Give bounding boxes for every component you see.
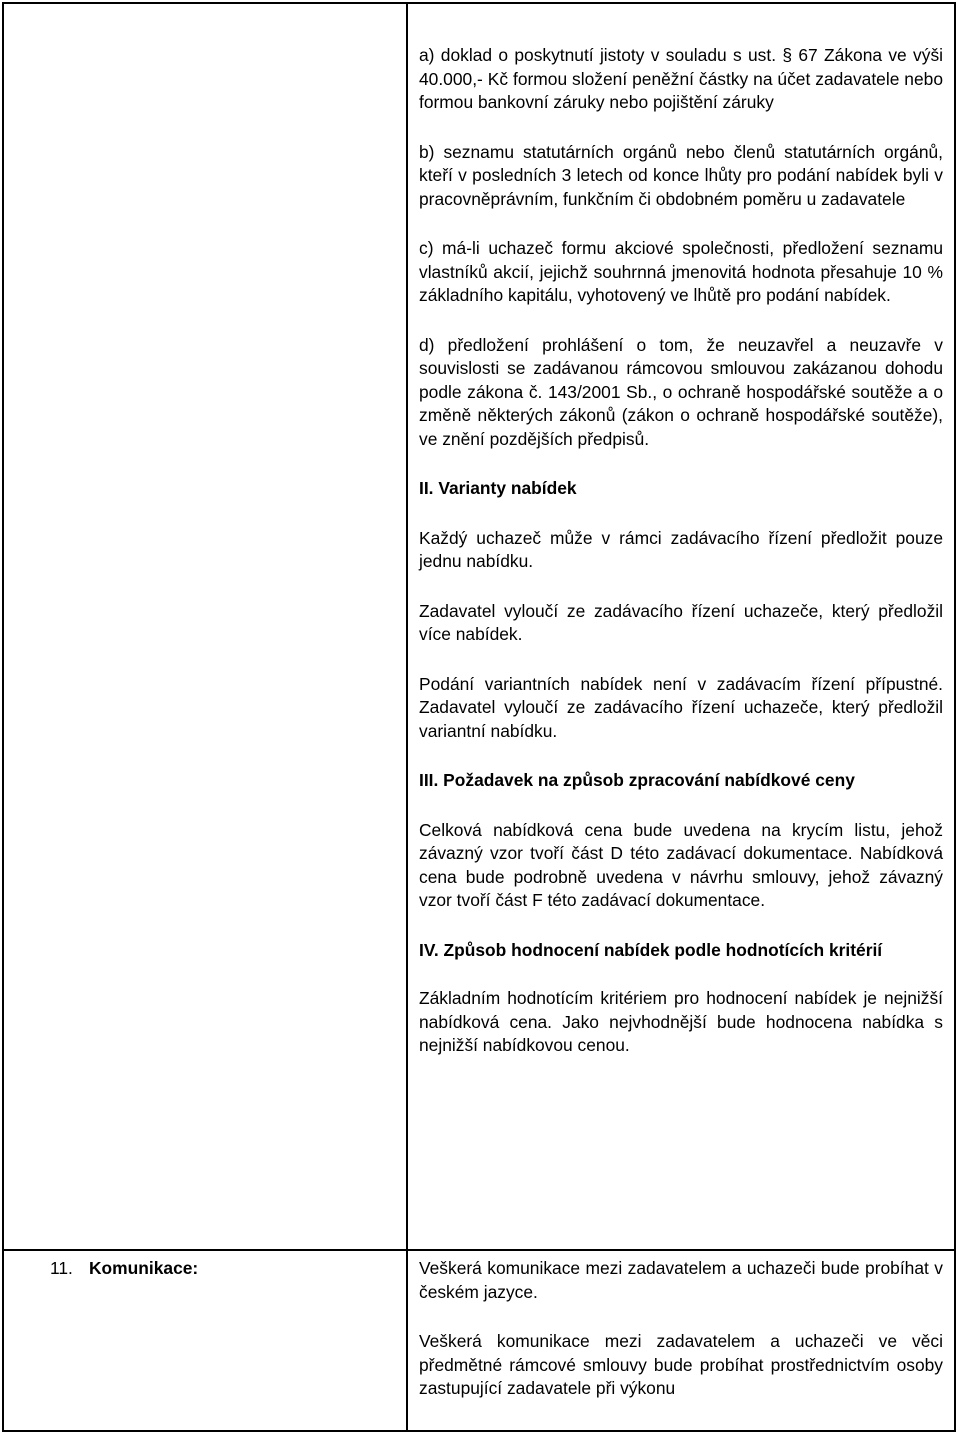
paragraph-cena: Celková nabídková cena bude uvedena na krycím listu, jehož závazný vzor tvoří část D této zadávací dokumentace. Nabídková cena bude podrobně uvedena v návrhu smlouvy, jehož závazný vzor tvoří část F této zadávací dokumentace. [419,819,943,910]
paragraph-hodnoceni: Základním hodnotícím kritériem pro hodnocení nabídek je nejnižší nabídková cena. Jako nejvhodnější bude hodnocena nabídka s nejnižší nabídkovou cenou. [419,988,943,1055]
paragraph-d: d) předložení prohlášení o tom, že neuzavřel a neuzavře v souvislosti se zadávanou rámcovou smlouvou zakázanou dohodu podle zákona č. 143/2001 Sb., o ochraně hospodářské soutěže a o změně některých zákonů (zákon o ochraně hospodářské soutěže), ve znění pozdějších předpisů. [419,334,943,449]
heading-hodnoceni: IV. Způsob hodnocení nabídek podle hodnotících kritérií [419,939,883,960]
paragraph-a: a) doklad o poskytnutí jistoty v souladu s ust. § 67 Zákona ve výši 40.000,- Kč formou složení peněžní částky na účet zadavatele nebo formou bankovní záruky nebo pojištění záruky [419,45,943,112]
paragraph-varianty-3: Podání variantních nabídek není v zadávacím řízení přípustné. Zadavatel vyloučí ze zadávacího řízení uchazeče, který předložil variantní nabídku. [419,673,943,741]
section-10-content [419,44,943,1058]
row-komunikace-content [419,1257,943,1401]
row-divider [2,1249,956,1251]
paragraph-b: b) seznamu statutárních orgánů nebo členů statutárních orgánů, kteří v posledních 3 letech od konce lhůty pro podání nabídek byli v pracovněprávním, funkčním či obdobném poměru u zadavatele [419,141,943,209]
paragraph-c: c) má-li uchazeč formu akciové společnosti, předložení seznamu vlastníků akcií, jejichž souhrnná jmenovitá hodnota přesahuje 10 % základního kapitálu, vyhotovený ve lhůtě pro podání nabídek. [419,238,943,305]
heading-cena: III. Požadavek na způsob zpracování nabídkové ceny [419,770,855,790]
paragraph-varianty-1: Každý uchazeč může v rámci zadávacího řízení předložit pouze jednu nabídku. [419,527,943,571]
heading-varianty: II. Varianty nabídek [419,478,577,498]
paragraph-varianty-2: Zadavatel vyloučí ze zadávacího řízení uchazeče, který předložil více nabídek. [419,600,943,644]
row-label: Komunikace: [89,1258,199,1278]
row-number: 11. [50,1258,73,1278]
paragraph-komunikace-2: Veškerá komunikace mezi zadavatelem a uchazeči ve věci předmětné rámcové smlouvy bude probíhat prostřednictvím osoby zastupující zadavatele při výkonu [419,1331,943,1398]
column-divider [406,2,408,1432]
paragraph-komunikace-1: Veškerá komunikace mezi zadavatelem a uchazeči bude probíhat v českém jazyce. [419,1258,943,1302]
